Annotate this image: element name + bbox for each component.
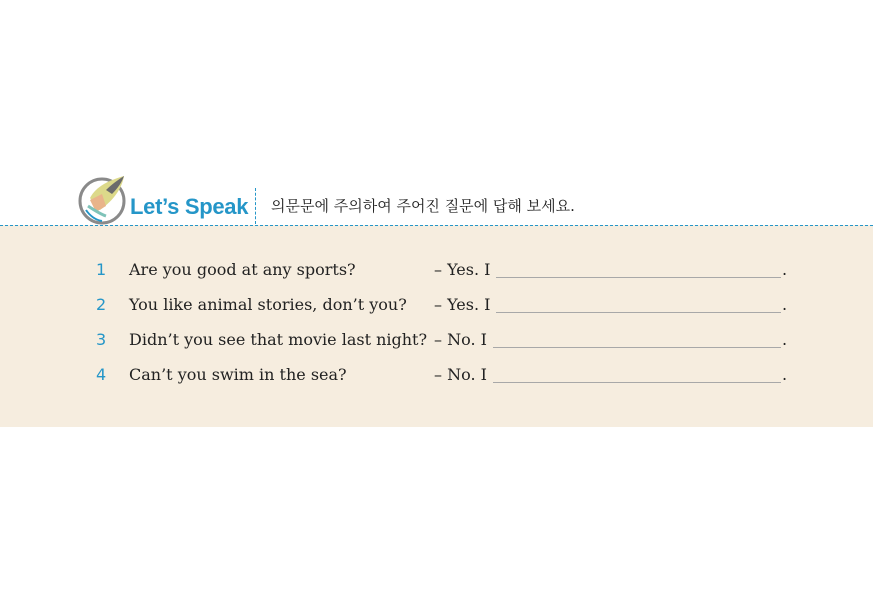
list-item xyxy=(0,360,873,390)
answer-blank[interactable] xyxy=(493,347,781,348)
exercise-box xyxy=(0,225,873,427)
answer-blank[interactable] xyxy=(496,312,781,313)
question-text: Didn’t you see that movie last night? xyxy=(129,330,428,349)
item-number: 2 xyxy=(96,295,107,314)
question-text: Can’t you swim in the sea? xyxy=(129,365,347,384)
answer-blank[interactable] xyxy=(496,277,781,278)
answer-prefix: – Yes. I xyxy=(434,260,491,279)
item-number: 1 xyxy=(96,260,107,279)
answer-period: . xyxy=(782,330,788,349)
instruction-text: 의문문에 주의하여 주어진 질문에 답해 보세요. xyxy=(271,197,575,215)
item-number: 3 xyxy=(96,330,107,349)
title-divider xyxy=(255,188,256,224)
question-text: You like animal stories, don’t you? xyxy=(129,295,407,314)
pencil-tip-icon xyxy=(76,170,132,226)
page-title: Let’s Speak xyxy=(130,194,249,219)
answer-period: . xyxy=(782,295,788,314)
answer-period: . xyxy=(782,365,788,384)
list-item xyxy=(0,290,873,320)
list-item xyxy=(0,255,873,285)
item-number: 4 xyxy=(96,365,107,384)
answer-blank[interactable] xyxy=(493,382,781,383)
answer-prefix: – No. I xyxy=(434,365,487,384)
answer-prefix: – Yes. I xyxy=(434,295,491,314)
question-text: Are you good at any sports? xyxy=(129,260,356,279)
list-item xyxy=(0,325,873,355)
answer-period: . xyxy=(782,260,788,279)
answer-prefix: – No. I xyxy=(434,330,487,349)
